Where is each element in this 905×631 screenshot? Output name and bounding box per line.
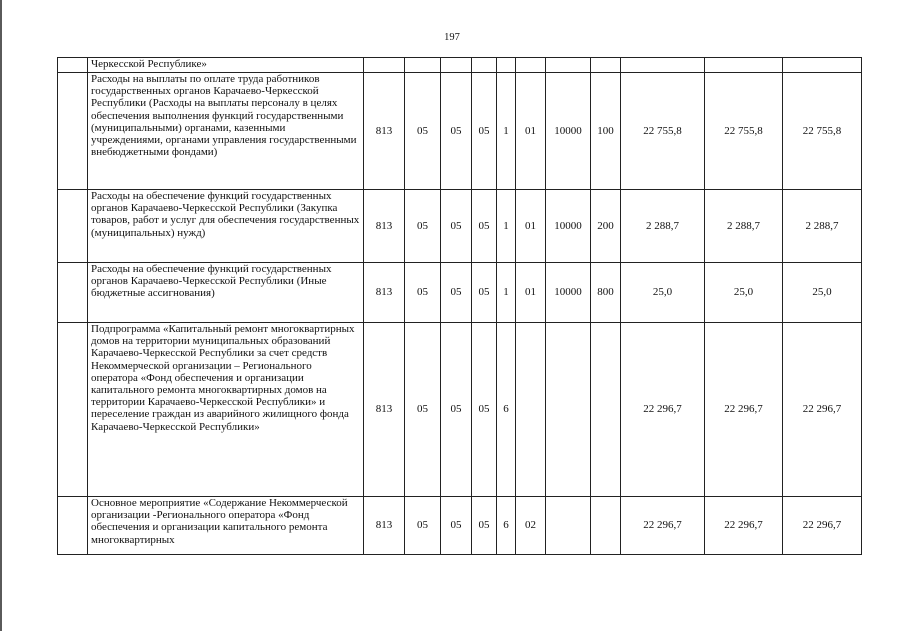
expense-type-cell: 800	[591, 263, 621, 323]
direction-cell: 10000	[546, 190, 591, 263]
subsection-cell	[441, 58, 472, 73]
amount-year3-cell: 22 296,7	[783, 323, 862, 497]
section-cell: 05	[405, 323, 441, 497]
activity-cell: 01	[516, 73, 546, 190]
row-description: Подпрограмма «Капитальный ремонт многоквартирных домов на территории муниципальных образований Карачаево-Черкесской Республики за счет средств Некоммерческой организации – Регионального оператора «Фонд обеспечения и организации капитального ремонта многоквартирных домов на территории Карачаево-Черкесской Республики» и переселение граждан из аварийного жилищного фонда Карачаево-Черкесской Республики»	[88, 323, 364, 497]
ministry-code-cell: 813	[364, 497, 405, 555]
expense-type-cell	[591, 497, 621, 555]
row-description: Расходы на обеспечение функций государственных органов Карачаево-Черкесской Республики (Иные бюджетные ассигнования)	[88, 263, 364, 323]
subsection-cell: 05	[441, 497, 472, 555]
direction-cell	[546, 58, 591, 73]
table-row	[58, 190, 862, 263]
ministry-code-cell: 813	[364, 323, 405, 497]
amount-year3-cell: 2 288,7	[783, 190, 862, 263]
page-left-edge	[0, 0, 2, 631]
table-row	[58, 323, 862, 497]
row-description: Расходы на обеспечение функций государственных органов Карачаево-Черкесской Республики (Закупка товаров, работ и услуг для обеспечения государственных (муниципальных) нужд)	[88, 190, 364, 263]
amount-year2-cell: 22 755,8	[705, 73, 783, 190]
amount-year1-cell	[621, 58, 705, 73]
amount-year2-cell	[705, 58, 783, 73]
activity-cell: 01	[516, 190, 546, 263]
section-cell: 05	[405, 73, 441, 190]
blank-cell	[58, 323, 88, 497]
section-cell: 05	[405, 497, 441, 555]
subsection-cell: 05	[441, 263, 472, 323]
blank-cell	[58, 73, 88, 190]
direction-cell	[546, 497, 591, 555]
subprogram-cell: 6	[497, 323, 516, 497]
program-cell: 05	[472, 497, 497, 555]
blank-cell	[58, 497, 88, 555]
program-cell: 05	[472, 190, 497, 263]
expense-type-cell	[591, 58, 621, 73]
blank-cell	[58, 58, 88, 73]
row-description: Основное мероприятие «Содержание Некоммерческой организации -Регионального оператора «Фонд обеспечения и организации капитального ремонта многоквартирных	[88, 497, 364, 555]
activity-cell: 02	[516, 497, 546, 555]
program-cell: 05	[472, 263, 497, 323]
amount-year3-cell: 25,0	[783, 263, 862, 323]
table-row	[58, 497, 862, 555]
amount-year2-cell: 25,0	[705, 263, 783, 323]
amount-year3-cell: 22 755,8	[783, 73, 862, 190]
amount-year1-cell: 22 296,7	[621, 323, 705, 497]
table-row	[58, 73, 862, 190]
expense-type-cell	[591, 323, 621, 497]
page-number: 197	[444, 32, 460, 43]
subprogram-cell: 1	[497, 263, 516, 323]
row-description: Расходы на выплаты по оплате труда работников государственных органов Карачаево-Черкесской Республики (Расходы на выплаты персоналу в целях обеспечения выполнения функций государственными (муниципальными) органами, казенными учреждениями, органами управления государственными внебюджетными фондами)	[88, 73, 364, 190]
ministry-code-cell	[364, 58, 405, 73]
expense-type-cell: 100	[591, 73, 621, 190]
program-cell: 05	[472, 73, 497, 190]
direction-cell	[546, 323, 591, 497]
subsection-cell: 05	[441, 323, 472, 497]
ministry-code-cell: 813	[364, 263, 405, 323]
ministry-code-cell: 813	[364, 73, 405, 190]
section-cell: 05	[405, 263, 441, 323]
subprogram-cell: 6	[497, 497, 516, 555]
row-description: Черкесской Республике»	[88, 58, 364, 73]
subsection-cell: 05	[441, 73, 472, 190]
amount-year3-cell	[783, 58, 862, 73]
expense-type-cell: 200	[591, 190, 621, 263]
amount-year1-cell: 2 288,7	[621, 190, 705, 263]
amount-year1-cell: 22 755,8	[621, 73, 705, 190]
table-row	[58, 263, 862, 323]
activity-cell	[516, 323, 546, 497]
direction-cell: 10000	[546, 73, 591, 190]
budget-table	[57, 57, 862, 555]
subprogram-cell: 1	[497, 190, 516, 263]
amount-year2-cell: 2 288,7	[705, 190, 783, 263]
blank-cell	[58, 190, 88, 263]
section-cell	[405, 58, 441, 73]
section-cell: 05	[405, 190, 441, 263]
ministry-code-cell: 813	[364, 190, 405, 263]
amount-year3-cell: 22 296,7	[783, 497, 862, 555]
subprogram-cell	[497, 58, 516, 73]
program-cell	[472, 58, 497, 73]
subsection-cell: 05	[441, 190, 472, 263]
amount-year2-cell: 22 296,7	[705, 497, 783, 555]
subprogram-cell: 1	[497, 73, 516, 190]
amount-year1-cell: 22 296,7	[621, 497, 705, 555]
activity-cell: 01	[516, 263, 546, 323]
activity-cell	[516, 58, 546, 73]
blank-cell	[58, 263, 88, 323]
direction-cell: 10000	[546, 263, 591, 323]
table-row	[58, 58, 862, 73]
program-cell: 05	[472, 323, 497, 497]
amount-year1-cell: 25,0	[621, 263, 705, 323]
amount-year2-cell: 22 296,7	[705, 323, 783, 497]
